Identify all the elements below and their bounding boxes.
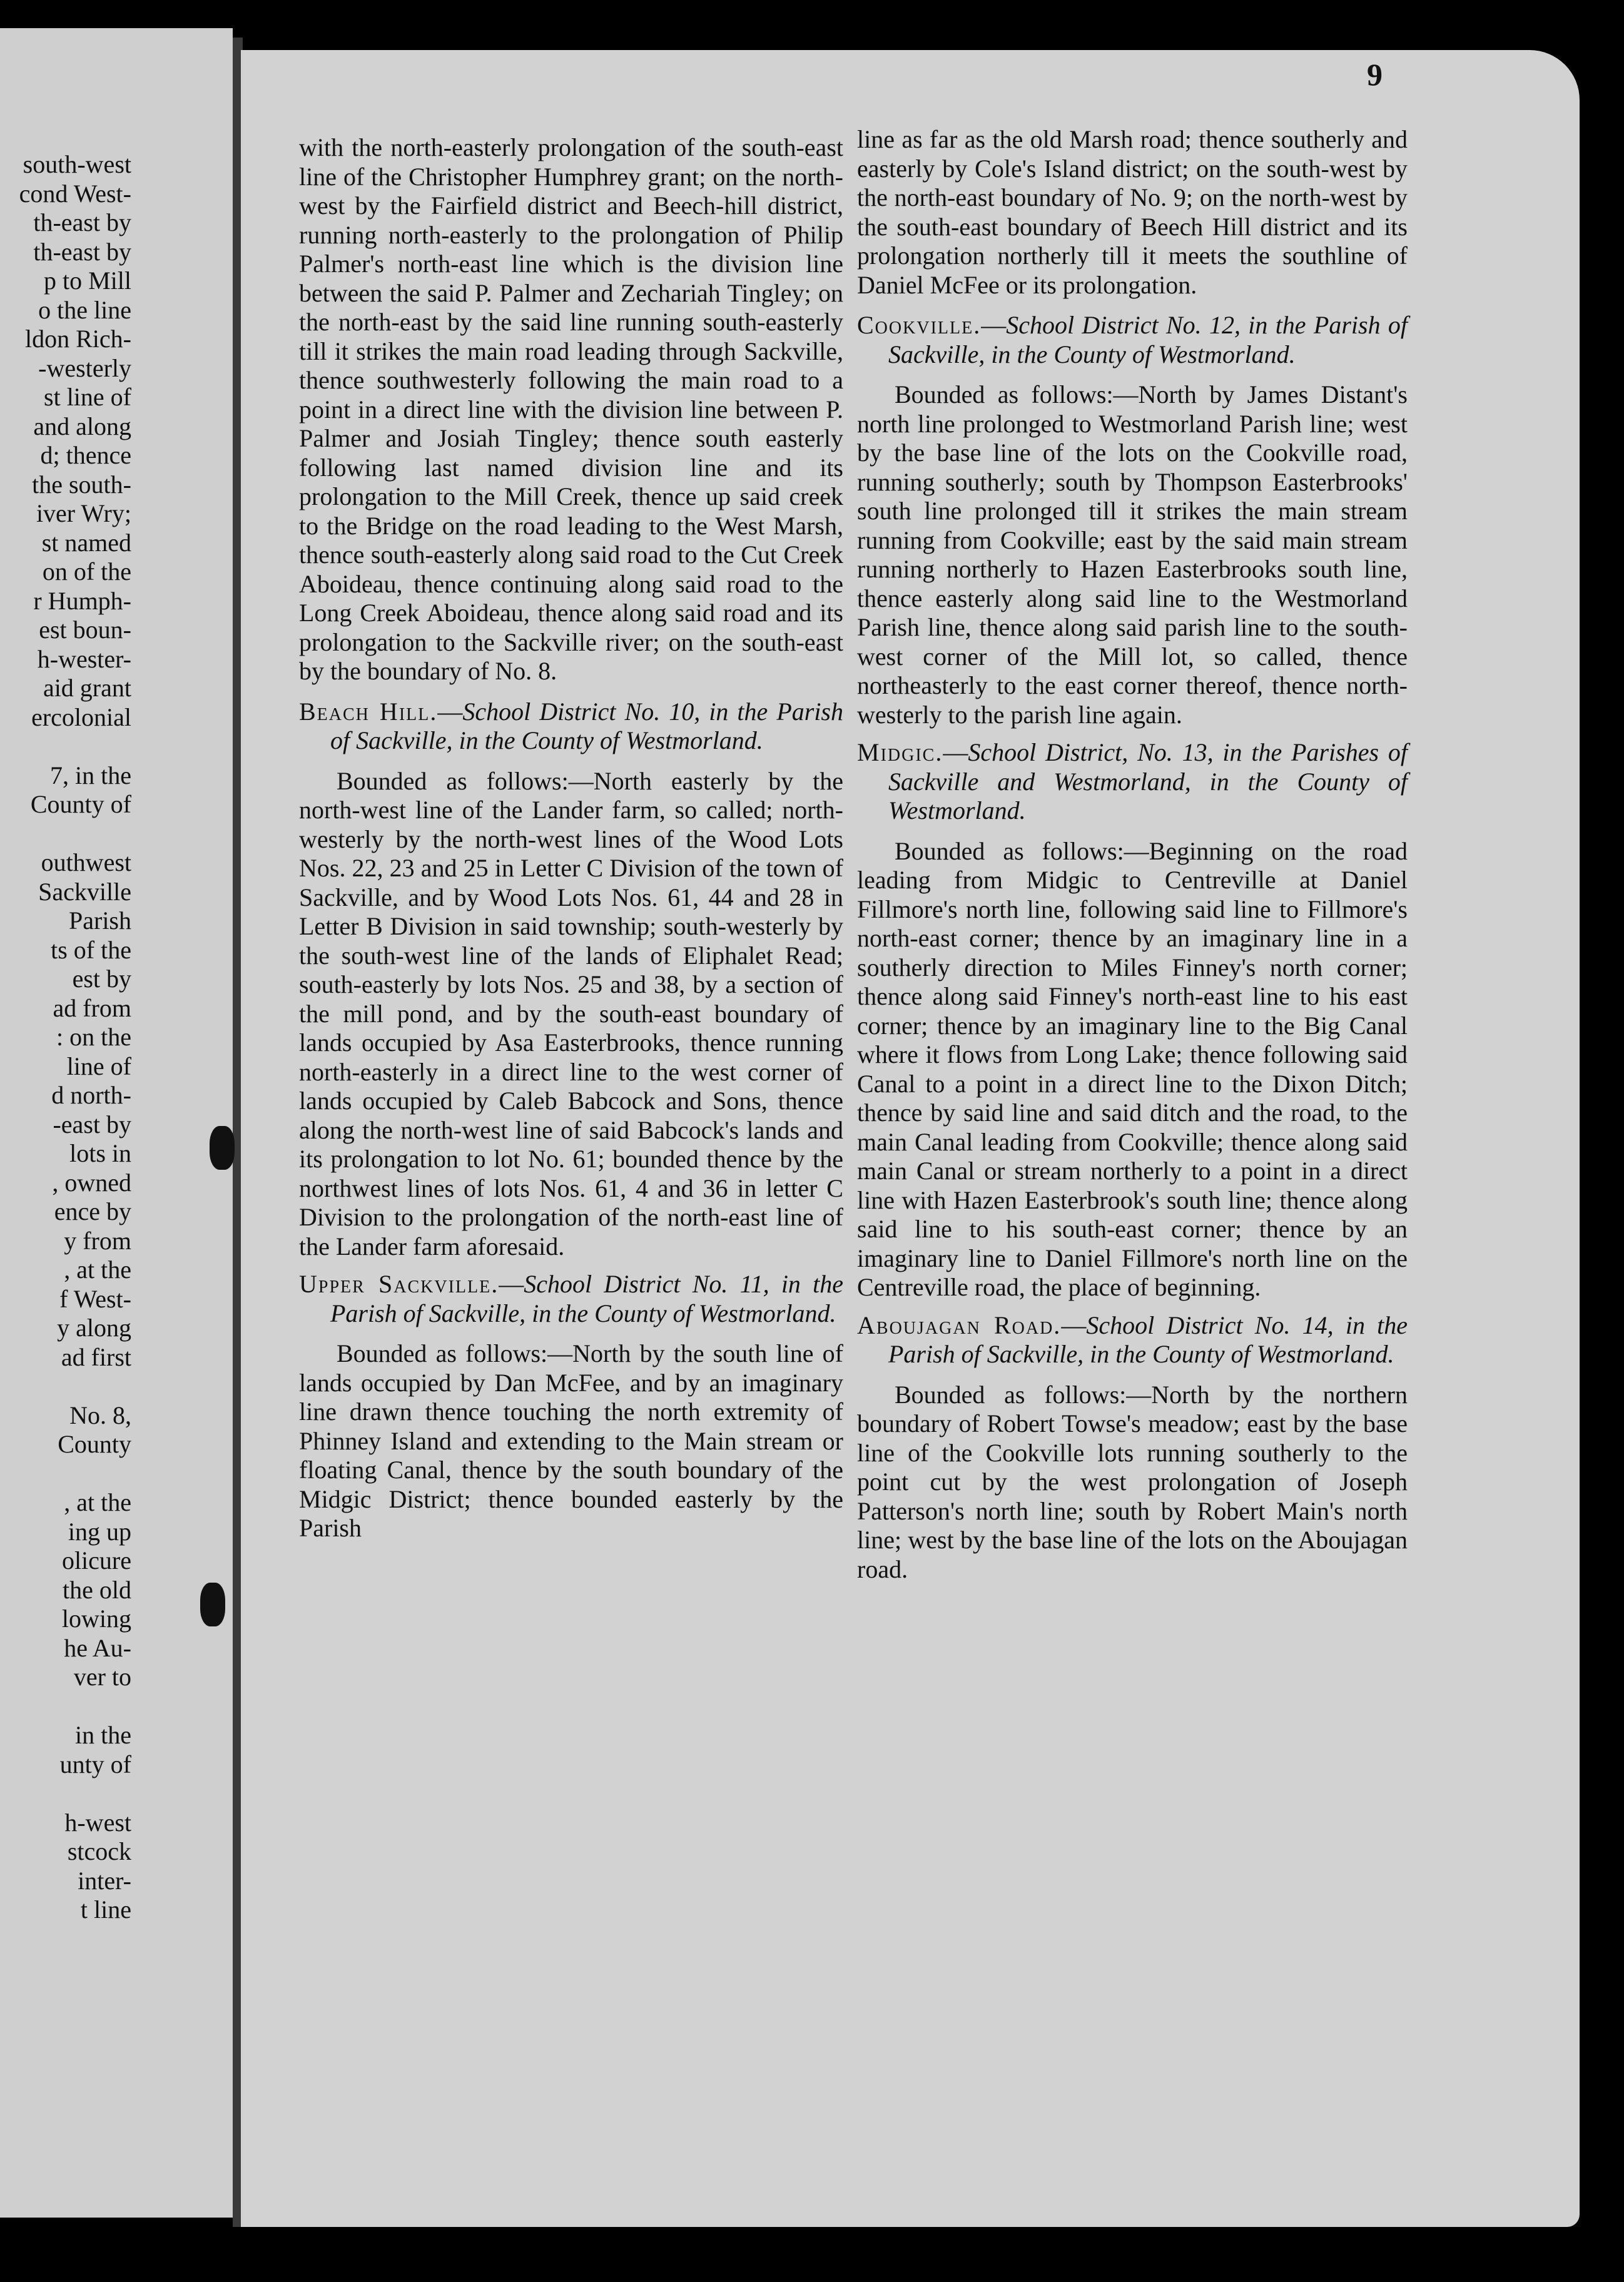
facing-page-line: r Humph- — [33, 586, 131, 615]
facing-page-line: ad first — [61, 1342, 131, 1371]
facing-page-line — [0, 1779, 131, 1808]
paragraph: Bounded as follows:—North by James Distant's north line prolonged to Westmorland Parish line; west by the base line of the lots on the Cookville road, running southerly; south by Thompson Easterbrooks' south line prolonged till it strikes the main stream running from Cookville; east by the said main stream running northerly to Hazen Easterbrooks south line, thence easterly along said line to the Westmorland Parish line, thence along said parish line to the south-west corner of the Mill lot, so called, thence northeasterly to the east corner thereof, thence north-westerly to the parish line again. — [857, 380, 1408, 729]
facing-page-line: , at the — [64, 1255, 131, 1284]
facing-page-line: 7, in the — [50, 761, 131, 789]
facing-page-line: -east by — [53, 1110, 131, 1138]
facing-page-line: ercolonial — [31, 702, 131, 731]
facing-page-line: he Au- — [64, 1633, 131, 1662]
district-name: Beach Hill. — [299, 697, 438, 726]
facing-page-line: , at the — [64, 1488, 131, 1516]
facing-page-line: outhwest — [41, 848, 131, 876]
paragraph: Bounded as follows:—North by the northern boundary of Robert Towse's meadow; east by the base line of the Cookville lots running southerly to the point cut by the west prolongation of Joseph Patterson's north line; south by Robert Main's north line; west by the base line of the lots on the Aboujagan road. — [857, 1380, 1408, 1583]
district-heading — [857, 1311, 1408, 1369]
paragraph: Bounded as follows:—Beginning on the road leading from Midgic to Centreville at Daniel Fillmore's north line, following said line to Fillmore's north-east corner; thence by an imaginary line in a southerly direction to Miles Finney's north corner; thence along said Finney's north-east line to his east corner; thence by an imaginary line to the Big Canal where it flows from Long Lake; thence following said Canal to a point in a direct line to the Dixon Ditch; thence by said line and said ditch and the road, to the main Canal leading from Cookville; thence along said main Canal or stream northerly to a point in a direct line with Hazen Easterbrook's south line; thence along said line to his south-east corner; thence by an imaginary line to Daniel Fillmore's north line on the Centreville road, the place of beginning. — [857, 836, 1408, 1301]
facing-page-line: County — [58, 1430, 131, 1458]
page-number: 9 — [1367, 57, 1383, 92]
facing-page-line: No. 8, — [69, 1401, 131, 1429]
paragraph: Bounded as follows:—North easterly by the north-west line of the Lander farm, so called; north-westerly by the north-west lines of the Wood Lots Nos. 22, 23 and 25 in Letter C Division of the town of Sackville, and by Wood Lots Nos. 61, 44 and 28 in Letter B Division in said township; south-westerly by the south-west line of the lands of Eliphalet Read; south-easterly by lots Nos. 25 and 38, by a section of the mill pond, and by the south-east boundary of lands occupied by Asa Easterbrooks, thence running north-easterly in a direct line to the west corner of lands occupied by Caleb Babcock and Sons, thence along the north-west line of said Babcock's lands and its prolongation to lot No. 61; bounded thence by the northwest lines of lots Nos. 61, 4 and 36 in letter C Division to the prolongation of the north-east line of the Lander farm aforesaid. — [299, 766, 843, 1260]
text-column-right — [857, 125, 1408, 1584]
district-title: School District No. 14, in the Parish of Sackville, in the County of Westmorland. — [888, 1311, 1408, 1368]
paragraph: line as far as the old Marsh road; thence southerly and easterly by Cole's Island district; on the south-west by the north-east boundary of No. 9; on the north-west by the south-east boundary of Beech Hill district and its prolongation northerly till it meets the southline of Daniel McFee or its prolongation. — [857, 125, 1408, 299]
facing-page-fragment — [0, 28, 233, 2218]
dash: — — [981, 311, 1007, 339]
facing-page-line: y from — [64, 1226, 131, 1255]
facing-page-line — [0, 1692, 131, 1722]
facing-page-line: ldon Rich- — [25, 325, 131, 353]
document-page — [241, 50, 1580, 2227]
facing-page-line: o the line — [38, 295, 131, 324]
facing-page-line: stcock — [67, 1837, 131, 1865]
district-title: School District No. 11, in the Parish of Sackville, in the County of Westmorland. — [330, 1270, 843, 1327]
district-name: Upper Sackville. — [299, 1270, 499, 1298]
district-name: Cookville. — [857, 311, 982, 339]
district-heading — [299, 1270, 843, 1328]
facing-page-line: ver to — [73, 1663, 131, 1691]
district-heading — [299, 697, 843, 756]
facing-page-line: on of the — [42, 557, 131, 586]
binding-mark — [200, 1583, 225, 1626]
facing-page-line: st named — [41, 528, 131, 557]
facing-page-line — [0, 1459, 131, 1489]
facing-page-line — [0, 1372, 131, 1401]
facing-page-line: County of — [30, 790, 131, 818]
paragraph: with the north-easterly prolongation of the south-east line of the Christopher Humphrey grant; on the north-west by the Fairfield district and Beech-hill district, running north-easterly to the prolongation of Philip Palmer's north-east line which is the division line between the said P. Palmer and Zechariah Tingley; on the north-east by the said line running south-easterly till it strikes the main road leading through Sackville, thence southwesterly following the main road to a point in a direct line with the division line between P. Palmer and Josiah Tingley; thence south easterly following last named division line and its prolongation to the Mill Creek, thence up said creek to the Bridge on the road leading to the West Marsh, thence south-easterly along said road to the Cut Creek Aboideau, thence continuing along said road to the Long Creek Aboideau, thence along said road and its prolongation to the Sackville river; on the south-east by the boundary of No. 8. — [299, 133, 843, 685]
facing-page-line: ad from — [53, 993, 131, 1022]
text-column-left — [299, 133, 843, 1543]
district-heading — [857, 738, 1408, 826]
facing-page-line: ts of the — [51, 935, 131, 964]
facing-page-line: h-west — [64, 1808, 131, 1837]
paragraph: Bounded as follows:—North by the south line of lands occupied by Dan McFee, and by an imaginary line drawn thence touching the north extremity of Phinney Island and extending to the Main stream or floating Canal, thence by the south boundary of the Midgic District; thence bounded easterly by the Parish — [299, 1339, 843, 1542]
facing-page-line: th-east by — [33, 237, 131, 266]
facing-page-line: the south- — [32, 470, 131, 499]
facing-page-line: , owned — [52, 1168, 131, 1197]
facing-page-line: lowing — [61, 1605, 131, 1633]
facing-page-line: ing up — [68, 1517, 131, 1546]
facing-page-line: iver Wry; — [36, 499, 131, 527]
facing-page-line: d; thence — [40, 441, 131, 469]
dash: — — [499, 1270, 524, 1298]
facing-page-line: f West- — [59, 1284, 131, 1313]
facing-page-line: line of — [66, 1052, 131, 1080]
dash: — — [1061, 1311, 1087, 1339]
district-title: School District No. 12, in the Parish of Sackville, in the County of Westmorland. — [888, 311, 1408, 368]
district-name: Aboujagan Road. — [857, 1311, 1062, 1339]
facing-page-line: d north- — [51, 1081, 131, 1109]
facing-page-line: the old — [63, 1575, 131, 1604]
facing-page-line: inter- — [78, 1866, 131, 1895]
dash: — — [437, 697, 463, 726]
district-title: School District No. 10, in the Parish of Sackville, in the County of Westmorland. — [330, 697, 843, 754]
facing-page-line: st line of — [44, 383, 131, 411]
district-name: Midgic. — [857, 738, 943, 766]
facing-page-line: th-east by — [33, 208, 131, 236]
facing-page-line: south-west — [23, 150, 131, 178]
facing-page-line: in the — [75, 1721, 131, 1749]
district-title: School District, No. 13, in the Parishes of Sackville and Westmorland, in the County of Westmorland. — [888, 738, 1408, 824]
facing-page-line: and along — [33, 412, 131, 440]
facing-page-line: y along — [57, 1314, 131, 1342]
binding-mark — [210, 1126, 235, 1170]
district-heading — [857, 311, 1408, 369]
facing-page-line: aid grant — [43, 674, 131, 702]
facing-page-line — [0, 819, 131, 849]
dash: — — [943, 738, 968, 766]
facing-page-line: est boun- — [39, 616, 131, 644]
facing-page-line: cond West- — [19, 179, 131, 208]
facing-page-line: h-wester- — [37, 644, 131, 673]
facing-page-line: Sackville — [38, 877, 131, 906]
facing-page-line: : on the — [56, 1023, 131, 1051]
facing-page-line — [0, 732, 131, 761]
facing-page-line: olicure — [61, 1546, 131, 1575]
facing-page-line: Parish — [69, 906, 131, 935]
facing-page-text — [0, 150, 131, 1925]
facing-page-line: p to Mill — [43, 266, 131, 295]
facing-page-line: t line — [80, 1895, 131, 1924]
facing-page-line: est by — [72, 965, 131, 993]
facing-page-line: lots in — [69, 1139, 131, 1167]
facing-page-line: ence by — [54, 1197, 131, 1225]
facing-page-line: unty of — [59, 1750, 131, 1778]
facing-page-line: -westerly — [38, 353, 131, 382]
